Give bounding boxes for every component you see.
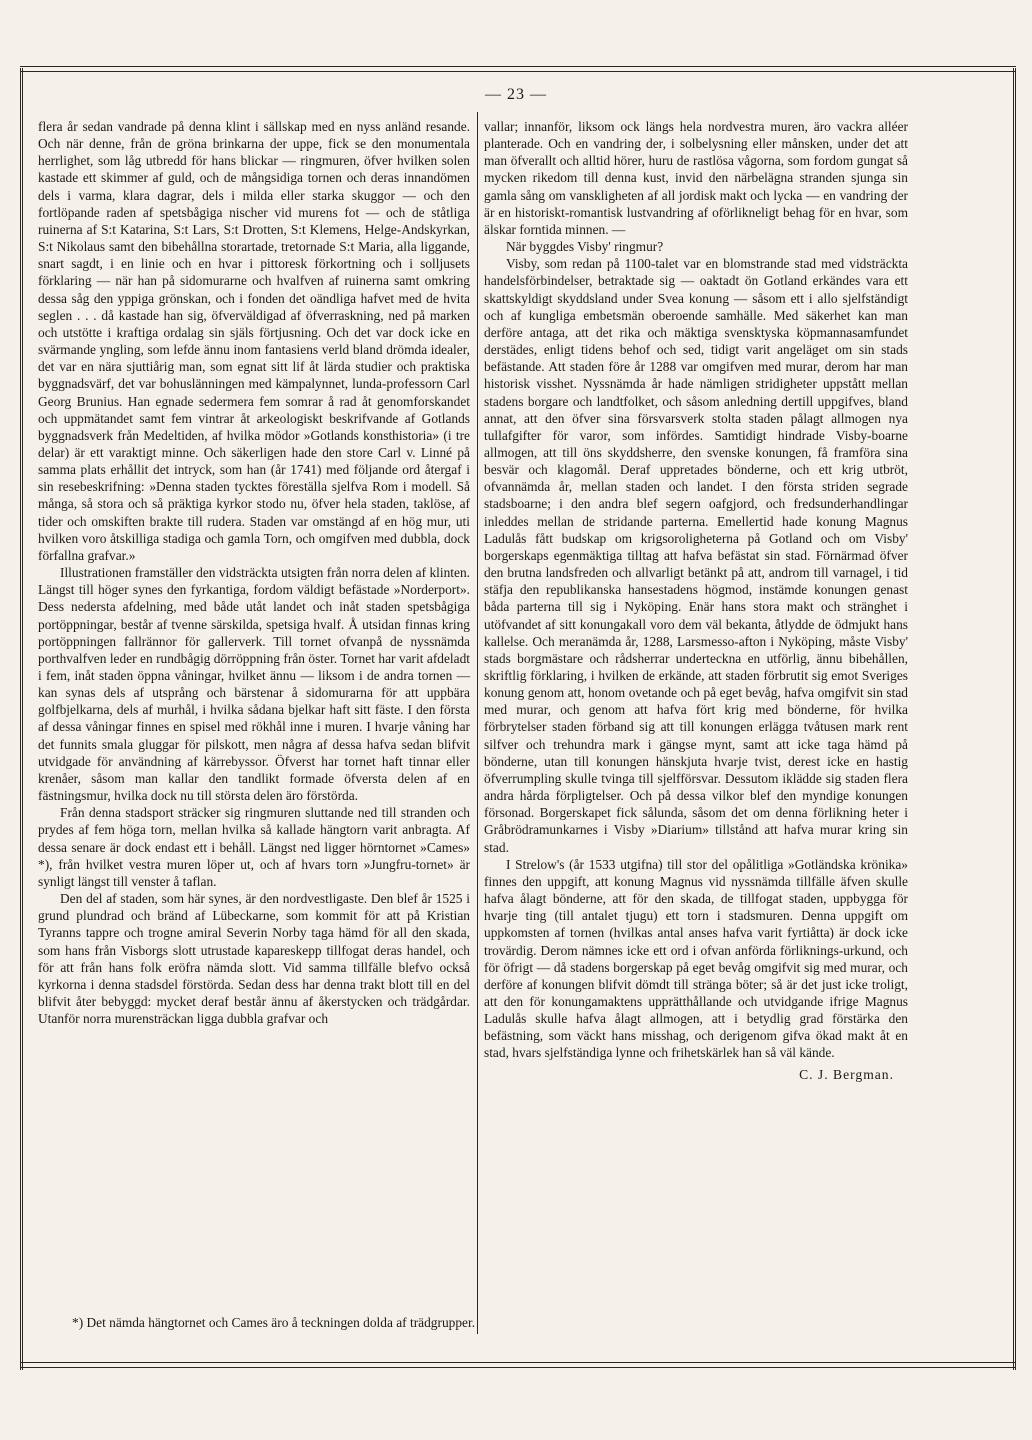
- author-signature: C. J. Bergman.: [799, 1066, 894, 1082]
- section-heading: När byggdes Visby' ringmur?: [506, 239, 664, 255]
- bottom-border-rule: [20, 1362, 1016, 1368]
- right-column: [484, 118, 908, 1083]
- paragraph: I Strelow's (år 1533 utgifna) till stor del opålitliga »Gotländska krönika» finnes den uppgift, att konung Magnus vid nyssnämda tillfälle äfven skulle hafva ålagt bönderne, att för den skada, de tillfogat staden, uppbygga för hvarje ting (till antalet tjugu) ett torn i stadsmuren. Denna uppgift om uppkomsten af tornen (hvilkas antal anses hafva varit fyrtiåtta) är dock icke trovärdig. Derom nämnes icke ett ord i ofvan anförda förliknings-urkund, och för öfrigt — då stadens borgerskap på eget bevåg omgifvit sig med murar, och derföre af konungen blifvit dömdt till stränga böter; så är det just icke troligt, att den för konungamaktens upprätthållande och utvidgande ifrige Magnus Ladulås skulle hafva ålagt allmogen, att i betydlig grad förstärka den befästning, som väckt hans misshag, och derigenom gifva ökad makt åt en stad, hvars sjelfständiga lynne och frihetskärlek han så väl kände.: [484, 856, 908, 1061]
- left-column: [38, 118, 470, 1027]
- paragraph: Från denna stadsport sträcker sig ringmuren sluttande ned till stranden och prydes af fem höga torn, mellan hvilka så kallade hängtorn varit anbragta. Af dessa senare är dock endast ett i behåll. Längst ned ligger hörntornet »Cames» *), från hvilket vestra muren löper ut, och af hvars torn »Jungfru-tornet» är synligt längst till venster å taflan.: [38, 805, 470, 889]
- column-divider: [477, 112, 478, 1334]
- paragraph: Visby, som redan på 1100-talet var en blomstrande stad med vidsträckta handelsförbindelser, betraktade sig — oaktadt ön Gotland erkändes vara ett skattskyldigt skyddsland under Svea konung — såsom ett i allo sjelfständigt och af kungliga embetsmän oberoende samhälle. Med säkerhet kan man derföre antaga, att det rika och mäktiga svensktyska köpmannasamfundet derstädes, enligt tidens behof och sed, tidigt varit angeläget om sin stads befästande. Att staden före år 1288 var omgifven med murar, derom har man historisk visshet. Nyssnämda år hade nämligen stridigheter uppstått mellan stadens borgare och landtfolket, och såsom anledning dertill uppgifves, bland annat, att den öfver sina försvarsverk stolta staden pålagt allmogen nya tullafgifter för varor, som infördes. Samtidigt hindrade Visby-boarne allmogen, att till öns skyddsherre, den svenske konungen, få framföra sina besvär och klagomål. Deraf uppretades bönderne, och ett krig utbröt, ofvannämda år, mellan staden och landet. I den första striden segrade stadsboarne; i den andra blef segern oafgjord, och fredsunderhandlingar inleddes mellan de stridande parterna. Emellertid hade konung Magnus Ladulås fått budskap om krigsoroligheterna på Gotland och om Visby' borgerskaps egenmäktiga tilltag att hafva befästat sin stad. Förnärmad öfver den brutna landsfreden och allvarligt betänkt på att, androm till varnagel, i tid stäfja den republikanska hansestadens högmod, instämde konungen genast båda parterna till sig i Nyköping. Enär hans stora makt och stränghet i utöfvandet af sitt konungakall voro dem väl bekanta, åtlydde de ödmjukt hans kallelse. Och meranämda år, 1288, Larsmesso-afton i Nyköping, måste Visby' stads borgmästare och rådsherrar underteckna en utförlig, ännu bibehållen, skriftlig förklaring, i hvilken de erkände, att staden förbrutit sig emot Sveriges konung genom att, honom ovetande och på eget bevåg, hafva omgifvit sin stad med murar, och genom att hafva fört krig med bönderne, för hvilka förbrytelser staden förband sig att till konungen erlägga tvåtusen mark rent silfver och trehundra mark i gängse mynt, samt att icke taga hämd på bönderne, utan till konungen hänskjuta hvarje tvist, derest icke en hastig öfverrumpling skulle tvinga till sjelfförsvar. Dessutom iklädde sig staden flera andra hårda förpligtelser. Och på dessa vilkor blef den myndige konungen försonad. Borgerskapet fick sålunda, såsom det om denna förlikning heter i Gråbrödramunkarnes i Visby »Diarium» tillstånd att hafva murar kring sin stad.: [484, 256, 908, 855]
- paragraph: vallar; innanför, liksom ock längs hela nordvestra muren, äro vackra alléer planterade. Och en vandring der, i solbelysning eller månsken, under det att man öfverallt och alltid hörer, huru de rastlösa vågorna, som fordom gungat så mycken rikedom till denna kust, invid den närbelägna stranden sjunga sin gamla sång om vanskligheten af all jordisk makt och lycka — en vandring der är en historiskt-romantisk lustvandring af oförlikneligt behag för en hvar, som älskar forntida minnen. —: [484, 119, 908, 237]
- paragraph: flera år sedan vandrade på denna klint i sällskap med en nyss anländ resande. Och när denne, från de gröna brinkarna der uppe, fick se den monumentala herrlighet, som låg utbredd för hans blickar — ringmuren, öfver hvilken solen kastade ett skimmer af guld, och de mångsidiga tornen och deras innandömen dels i varma, klara dagrar, dels i milda eller starka skuggor — och den fortlöpande raden af spetsbågiga nischer vid murens fot — och de ståtliga ruinerna af S:t Katarina, S:t Lars, S:t Drotten, S:t Klemens, Helge-Andskyrkan, S:t Nikolaus samt den bibehållna storartade, tretornade S:t Maria, alla liggande, snart sagdt, i en linie och en hvar i pittoresk förkortning och i solljusets förklaring — när han på sidomurarne och hvalfven af ruinerna samt omkring dessa såg den yppiga grönskan, och i fonden det oändliga hafvet med de hvita seglen . . . då kastade han sig, öfverväldigad af öfverraskning, ned på marken och utstötte i kraftiga ordalag sin själs förtjusning. Och det var dock icke en svärmande yngling, som lefde ännu inom fantasiens verld bland drömda idealer, det var en nära sjuttiårig man, som egnat sitt lif åt lärda studier och praktiska byggnadsvärf, det var bohuslänningen med kämpalynnet, lunda-professorn Carl Georg Brunius. Han egnade sedermera fem somrar å rad åt genomforskandet och uppmätandet samt fem vintrar åt arkeologiskt beskrifvande af Gotlands byggnadsverk från Medeltiden, af hvilka mödor »Gotlands konsthistoria» (i tre delar) är ett varaktigt minne. Och säkerligen hade den store Carl v. Linné på samma plats erhållit det intryck, som han (år 1741) med följande ord återgaf i sin resebeskrifning: »Denna staden tycktes föreställa sjelfva Rom i modell. Så många, så stora och så präktiga kyrkor stodo nu, öfver hela staden, taklöse, af tider och omskiften brakte till rudera. Staden var omstängd af en hög mur, uti hvilken voro åtskilliga stadiga och gamla Torn, och omgifven med dubbla, dock förfallna grafvar.»: [38, 119, 470, 563]
- footnote: *) Det nämda hängtornet och Cames äro å teckningen dolda af trädgrupper.: [72, 1315, 476, 1330]
- paragraph: Den del af staden, som här synes, är den nordvestligaste. Den blef år 1525 i grund plundrad och bränd af Lübeckarne, som kommit för att på Kristian Tyranns tappre och trogne amiral Severin Norby taga hämd för all den skada, som hans från Visborgs slott utrustade kapareskepp tillfogat deras handel, och för att från hans folk eröfra nämda slott. Vid samma tillfälle blefvo också kyrkorna i denna stadsdel förstörda. Sedan dess har denna trakt blott till en del blifvit åter bebyggd: mycket deraf består ännu af åkerstycken och trädgårdar. Utanför norra murensträckan ligga dubbla grafvar och: [38, 891, 470, 1027]
- paragraph: Illustrationen framställer den vidsträckta utsigten från norra delen af klinten. Längst till höger synes den fyrkantiga, fordom väldigt befästade »Norderport». Dess nedersta afdelning, med både utåt landet och inåt staden spetsbågiga portöppningar, består af tvenne särskilda, spetsiga hvalf. Å utsidan finnas kring portöppningen fallrännor för gallerverk. Till tornet ofvanpå de nyssnämda porthvalfven leder en rundbågig dörröppning från öster. Tornet har varit afdeladt i fem, inåt staden öppna våningar, hvilket ännu — liksom i de andra tornen — kan synas dels af utsprång och bärstenar å sidomurarna för att uppbära golfbjelkarna, dels af murhål, i hvilka sådana bjelkar haft sitt fäste. I den första af dessa våningar finnes en spisel med rökhål inne i muren. I hvarje våning har det funnits smala gluggar för pilskott, men några af dessa hafva sedan blifvit utvidgade för användning af kärrebyssor. Öfverst har tornet haft tinnar eller krenåer, såsom man kallar den tandlikt formade öfversta delen af en fästningsmur, hvilka dock nu till största delen äro förstörda.: [38, 565, 470, 804]
- page-number: — 23 —: [485, 86, 547, 103]
